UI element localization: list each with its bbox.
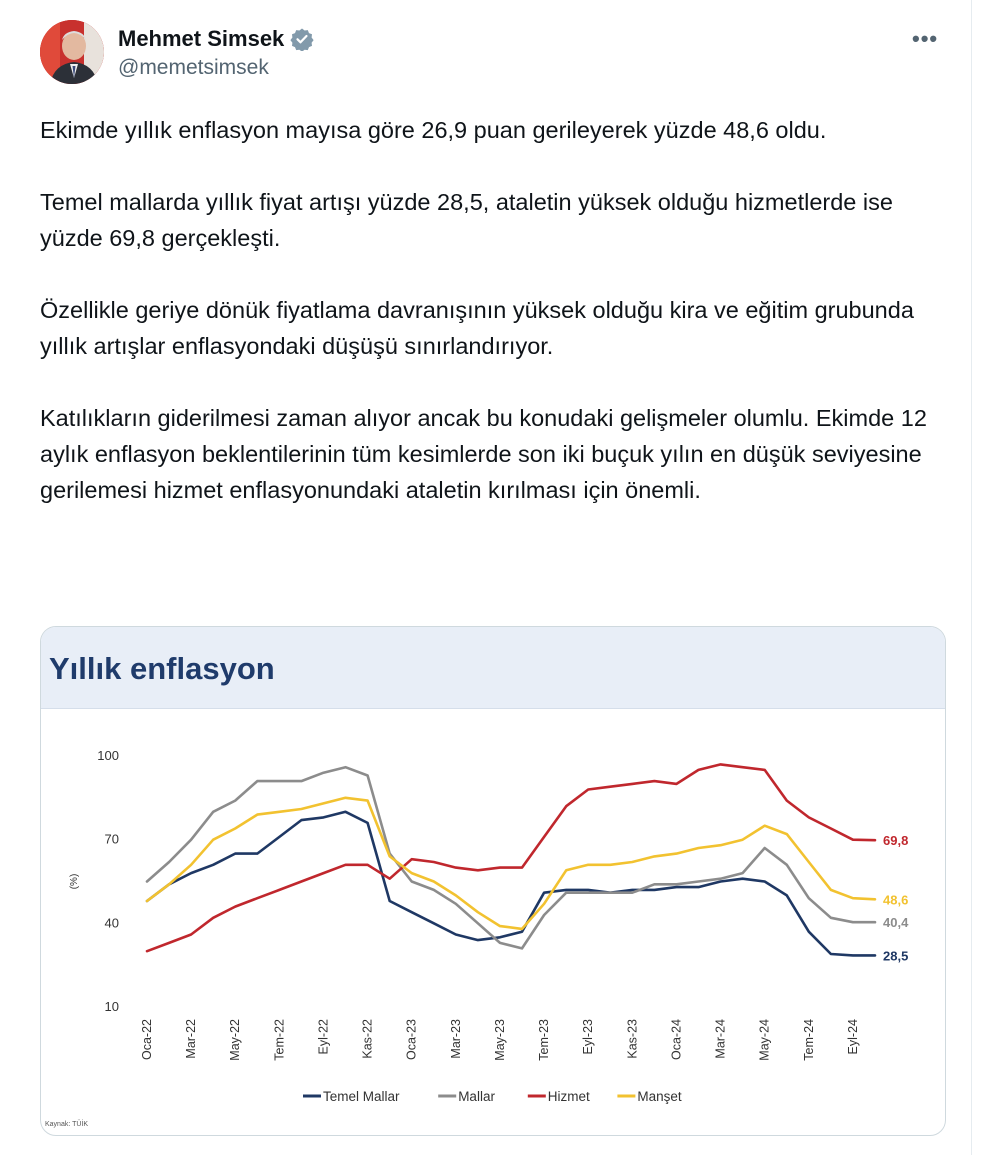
series-line-temel-mallar xyxy=(147,812,875,956)
x-tick-label: Mar-22 xyxy=(184,1019,199,1059)
legend-label: Manşet xyxy=(637,1089,682,1104)
y-tick-label: 10 xyxy=(104,999,119,1014)
chart-title: Yıllık enflasyon xyxy=(49,651,275,686)
author-handle[interactable]: @memetsimsek xyxy=(118,56,269,79)
end-value-label: 48,6 xyxy=(883,892,909,908)
x-tick-label: Tem-24 xyxy=(801,1019,816,1061)
end-value-label: 69,8 xyxy=(883,833,909,849)
avatar-image xyxy=(40,20,104,84)
legend-label: Hizmet xyxy=(547,1089,590,1104)
y-tick-label: 70 xyxy=(104,831,119,847)
series-line-hizmet xyxy=(147,764,875,951)
x-tick-label: Tem-22 xyxy=(272,1019,287,1061)
x-tick-label: Mar-24 xyxy=(713,1019,728,1059)
x-tick-label: May-22 xyxy=(228,1019,243,1061)
x-tick-label: Oca-24 xyxy=(669,1019,684,1060)
y-tick-label: 100 xyxy=(97,748,119,763)
series-line-manşet xyxy=(147,798,875,929)
x-tick-label: May-23 xyxy=(492,1019,507,1061)
y-tick-label: 40 xyxy=(104,915,119,931)
x-tick-label: Mar-23 xyxy=(448,1019,463,1059)
x-tick-label: Eyl-24 xyxy=(845,1019,860,1055)
author-name[interactable]: Mehmet Simsek xyxy=(118,26,285,51)
tweet-text xyxy=(40,112,940,544)
x-tick-label: Oca-23 xyxy=(404,1019,419,1060)
chart-header xyxy=(41,627,945,709)
tweet-paragraph: Temel mallarda yıllık fiyat artışı yüzde 28,5, ataletin yüksek olduğu hizmetlerde ise yüzde 69,8 gerçekleşti. xyxy=(40,189,893,251)
x-tick-label: May-24 xyxy=(757,1019,772,1061)
end-value-label: 40,4 xyxy=(883,915,909,931)
x-tick-label: Kas-23 xyxy=(625,1019,640,1059)
y-axis-label: (%) xyxy=(69,873,80,890)
x-tick-label: Tem-23 xyxy=(537,1019,552,1061)
x-tick-label: Oca-22 xyxy=(140,1019,154,1060)
end-value-label: 28,5 xyxy=(883,948,909,964)
media-card[interactable] xyxy=(40,626,946,1136)
x-tick-label: Eyl-23 xyxy=(581,1019,596,1055)
avatar[interactable] xyxy=(40,20,104,84)
legend-label: Temel Mallar xyxy=(323,1089,400,1104)
more-options-icon[interactable]: ••• xyxy=(912,26,939,51)
author-row xyxy=(118,26,314,52)
series-line-mallar xyxy=(147,767,875,948)
chart-source: Kaynak: TÜİK xyxy=(45,1121,89,1128)
x-tick-label: Kas-22 xyxy=(360,1019,375,1059)
x-tick-label: Eyl-22 xyxy=(316,1019,331,1055)
tweet-paragraph: Ekimde yıllık enflasyon mayısa göre 26,9 puan gerileyerek yüzde 48,6 oldu. xyxy=(40,117,827,143)
verified-badge-icon xyxy=(290,27,314,51)
tweet-paragraph: Katılıkların giderilmesi zaman alıyor ancak bu konudaki gelişmeler olumlu. Ekimde 12 aylık enflasyon beklentilerinin tüm kesimlerde son iki buçuk yılın en düşük seviyesine gerilemesi hizmet enflasyonundaki ataletin kırılması için önemli. xyxy=(40,405,927,503)
inflation-line-chart xyxy=(41,709,946,1136)
tweet-paragraph: Özellikle geriye dönük fiyatlama davranışının yüksek olduğu kira ve eğitim grubunda yıllık artışlar enflasyondaki düşüşü sınırlandırıyor. xyxy=(40,297,914,359)
legend-label: Mallar xyxy=(458,1089,495,1104)
